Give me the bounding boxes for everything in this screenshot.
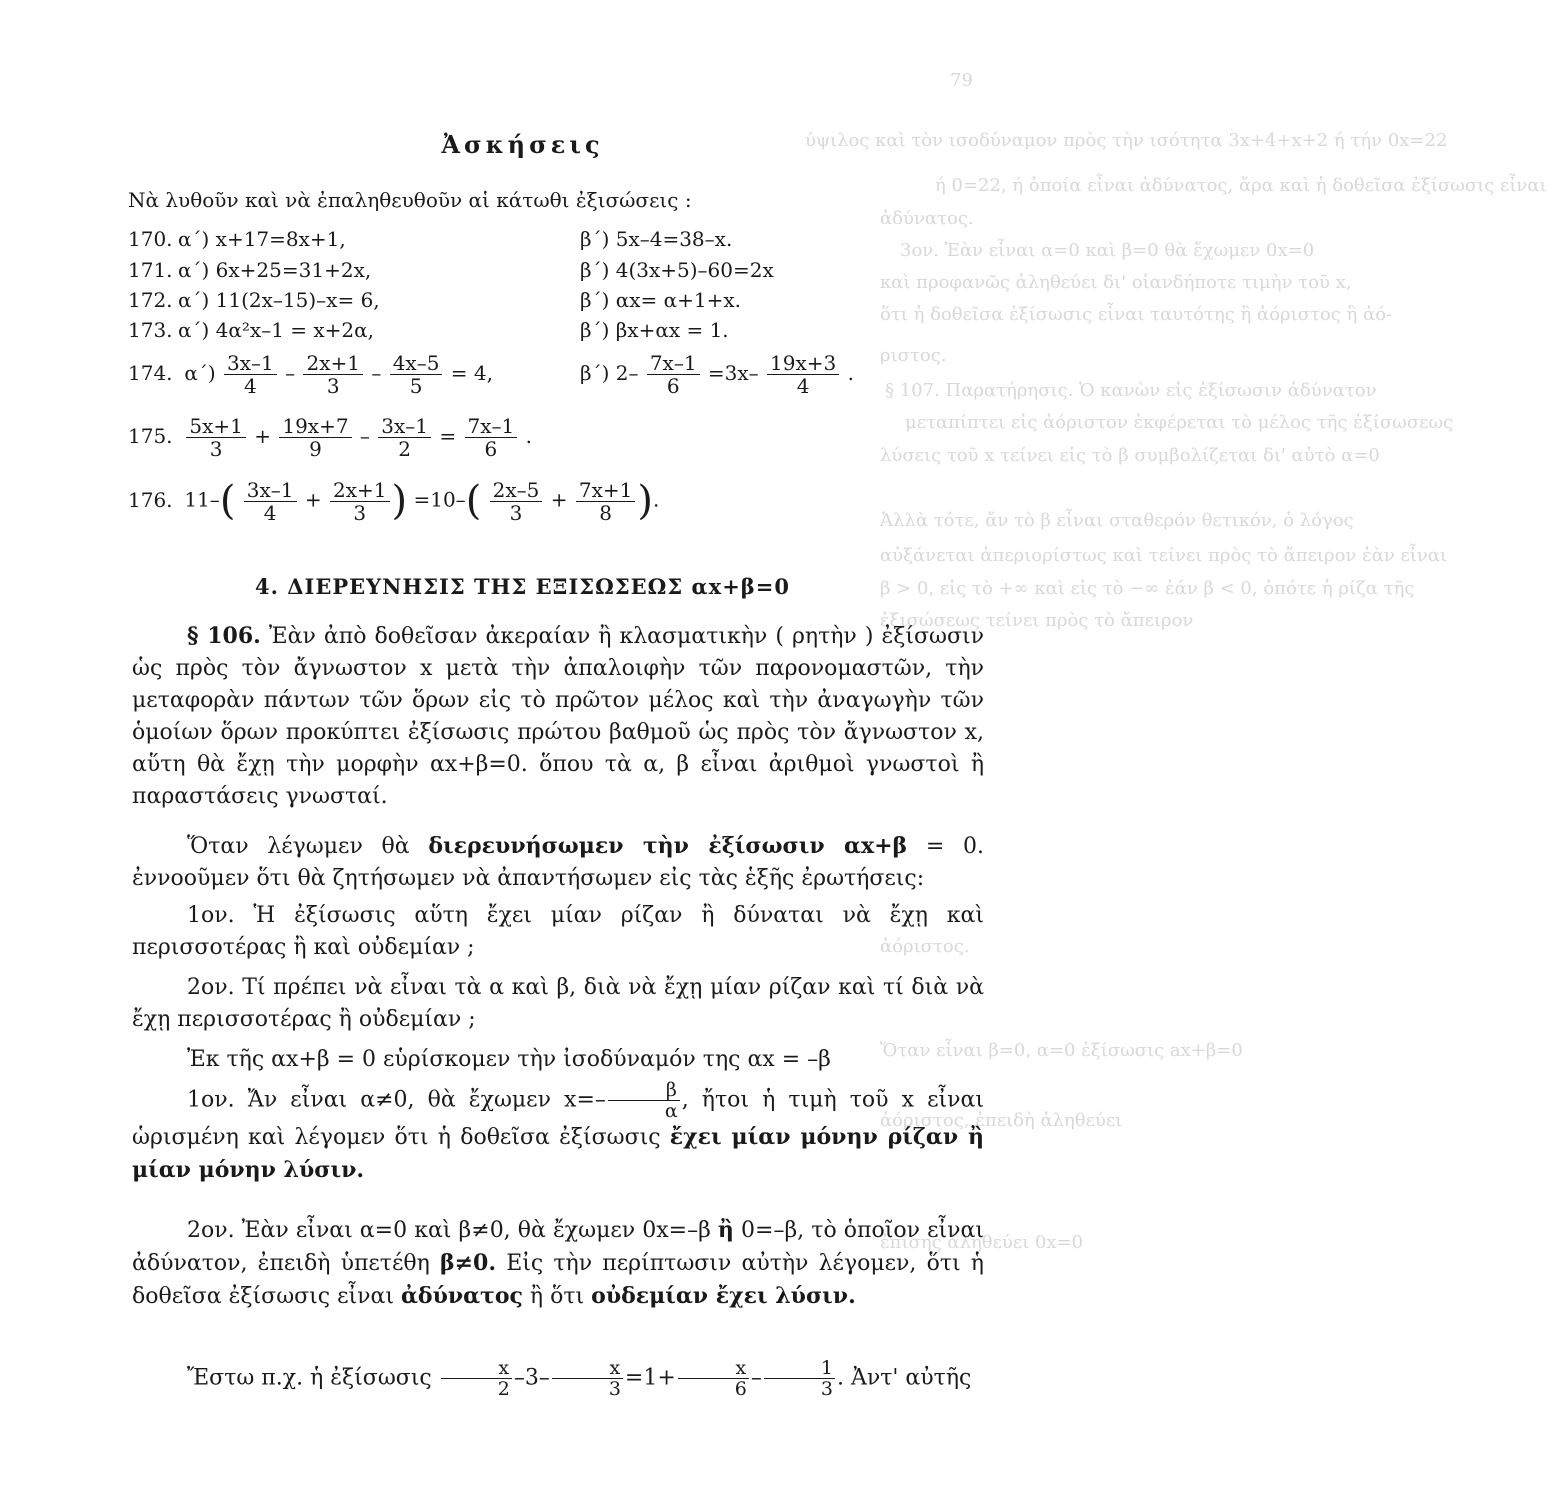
- fraction: [490, 479, 543, 524]
- open-paren: (: [465, 478, 482, 524]
- numerator: β: [608, 1080, 680, 1101]
- fraction: [303, 352, 363, 397]
- paragraph-ek: Ἐκ τῆς αx+β = 0 εὑρίσκομεν τὴν ἰσοδύναμόν της αx = –β: [187, 1047, 831, 1072]
- text: 2ον. Ἐὰν εἶναι α=0 καὶ β≠0, θὰ ἔχωμεν 0x=–β: [187, 1218, 711, 1243]
- paragraph-text: Ἐὰν ἀπὸ δοθεῖσαν ἀκεραίαν ἢ κλασματικὴν ( ρητὴν ) ἐξίσωσιν ὡς πρὸς τὸν ἄγνωστον x μετὰ τὴν ἀπαλοιφὴν τῶν παρονομαστῶν, τὴν μεταφορὰν πάντων τῶν ὅρων εἰς τὸ πρῶτον μέλος καὶ τὴν ἀναγωγὴν τῶν ὁμοίων ὅρων προκύπτει ἐξίσωσις πρώτου βαθμοῦ ὡς πρὸς τὸν ἄγνωστον x, αὕτη θὰ ἔχῃ τὴν μορφὴν αx+β=0. ὅπου τὰ α, β εἶναι ἀριθμοὶ γνωστοὶ ἢ παραστάσεις γνωσταί.: [132, 624, 985, 809]
- fraction: [552, 1358, 623, 1399]
- bleed-line: ἀόριστος.: [880, 936, 970, 957]
- denominator: 3: [353, 500, 367, 525]
- operator: –: [285, 361, 296, 385]
- bleed-line: ὅτι ἡ δοθεῖσα ἐξίσωσις εἶναι ταυτότης ἢ ἀόριστος ἢ ἀό-: [880, 304, 1393, 325]
- bleed-line: ἐξισώσεως τείνει πρὸς τὸ ἄπειρον: [880, 610, 1194, 631]
- numerator: 19x+7: [279, 415, 351, 438]
- bold-text: οὐδεμίαν ἔχει λύσιν.: [591, 1283, 856, 1309]
- fraction: [186, 415, 246, 460]
- period: .: [525, 424, 532, 448]
- part-label: β΄) 2–: [580, 361, 639, 385]
- numerator: 7x–1: [465, 415, 518, 438]
- numerator: 3x–1: [244, 479, 297, 502]
- denominator: 6: [666, 374, 680, 398]
- exercise-170-b: β΄) 5x–4=38–x.: [580, 227, 733, 251]
- bold-text: β≠0.: [439, 1250, 496, 1276]
- denominator: 9: [309, 437, 322, 461]
- exercise-172: [128, 288, 380, 312]
- text: Ἔστω π.χ. ἡ ἐξίσωσις: [187, 1365, 432, 1391]
- numerator: 2x–5: [490, 479, 543, 502]
- exercise-number: 171.: [128, 258, 173, 282]
- numerator: 7x–1: [647, 352, 700, 375]
- answer-2: [132, 1214, 1084, 1313]
- fraction: [767, 352, 839, 397]
- denominator: 3: [326, 374, 340, 398]
- fraction: [608, 1080, 680, 1121]
- question-1: 1ον. Ἡ ἐξίσωσις αὕτη ἔχει μίαν ρίζαν ἢ δύναται νὰ ἔχῃ καὶ περισσοτέρας ἢ καὶ οὐδεμίαν ;: [132, 903, 984, 960]
- operator: –: [371, 361, 382, 385]
- page-number: 79: [950, 70, 973, 91]
- exercise-number: 172.: [128, 288, 173, 312]
- exercise-172-b: β΄) αx= α+1+x.: [580, 288, 742, 312]
- text: . Ἀντ' αὐτῆς: [836, 1365, 972, 1391]
- close-paren: ): [391, 478, 408, 524]
- exercise-171-b: β΄) 4(3x+5)–60=2x: [580, 258, 774, 282]
- numerator: x: [552, 1358, 623, 1379]
- operator: +: [304, 487, 322, 512]
- fraction: [678, 1358, 749, 1399]
- text: 0=–β, τὸ ὁποῖον εἶναι ἀδύνατον, ἐπειδὴ ὑπετέθη: [132, 1218, 984, 1276]
- fraction: [465, 415, 518, 460]
- bleed-line: ἐπίσης ἀληθεύει 0x=0: [880, 1232, 1084, 1253]
- denominator: 4: [244, 374, 257, 398]
- paragraph-esto: [132, 1358, 984, 1399]
- denominator: 4: [263, 500, 277, 525]
- period: .: [652, 487, 660, 512]
- text: = 0. ἐννοοῦμεν ὅτι θὰ ζητήσωμεν νὰ ἀπαντήσωμεν εἰς τὰς ἑξῆς ἐρωτήσεις:: [132, 834, 984, 891]
- text: –3–: [513, 1365, 550, 1391]
- numerator: 3x–1: [224, 352, 277, 375]
- bleed-line: 3ον. Ἐὰν εἶναι α=0 καὶ β=0 θὰ ἔχωμεν 0x=0: [900, 240, 1315, 261]
- bleed-line: Ἀλλὰ τότε, ἄν τὸ β εἶναι σταθερόν θετικόν, ὁ λόγος: [880, 510, 1354, 531]
- equals: =3x–: [707, 361, 759, 385]
- text: 1ον. Ἄν εἶναι α≠0, θὰ ἔχωμεν x=–: [187, 1087, 606, 1113]
- text: ἢ ὅτι: [529, 1284, 585, 1309]
- numerator: 5x+1: [186, 415, 246, 438]
- denominator: 3: [608, 1378, 621, 1400]
- numerator: x: [441, 1358, 512, 1379]
- bleed-line: καὶ προφανῶς ἀληθεύει δι' οἱανδήποτε τιμὴν τοῦ x,: [880, 272, 1352, 293]
- period: .: [847, 361, 854, 385]
- exercise-170: [128, 227, 346, 251]
- operator: –: [359, 424, 370, 448]
- question-2: 2ον. Τί πρέπει νὰ εἶναι τὰ α καὶ β, διὰ νὰ ἔχῃ μίαν ρίζαν καὶ τί διὰ νὰ ἔχῃ περισσοτέρας ἢ οὐδεμίαν ;: [132, 975, 984, 1032]
- exercise-number: 175.: [128, 424, 173, 448]
- exercise-173: [128, 318, 374, 342]
- bleed-line: ριστος.: [880, 345, 947, 366]
- open-paren: (: [219, 478, 236, 524]
- section-title: 4. ΔΙΕΡΕΥΝΗΣΙΣ ΤΗΣ ΕΞΙΣΩΣΕΩΣ αx+β=0: [255, 574, 790, 599]
- fraction: [279, 415, 351, 460]
- paragraph-106: [132, 620, 984, 813]
- exercise-176: [128, 478, 659, 524]
- paragraph-otan: [132, 830, 984, 895]
- bleed-line: ύψιλος καὶ τὸν ισοδύναμον πρὸς τὴν ισότητα 3x+4+x+2 ή τήν 0x=22: [805, 130, 1448, 151]
- equals: = 4,: [450, 361, 493, 385]
- fraction: [244, 479, 297, 524]
- text: Ὅταν λέγωμεν θὰ: [187, 834, 410, 859]
- text: =1+: [624, 1365, 676, 1391]
- exercises-title: Ἀσκήσεις: [441, 130, 604, 159]
- denominator: α: [664, 1100, 678, 1122]
- denominator: 4: [796, 374, 810, 398]
- fraction: [441, 1358, 512, 1399]
- exercises-instruction: Νὰ λυθοῦν καὶ νὰ ἐπαληθευθοῦν αἱ κάτωθι ἐξισώσεις :: [128, 188, 692, 212]
- fraction: [647, 352, 700, 397]
- exercise-number: 170.: [128, 227, 173, 251]
- numerator: 1: [764, 1358, 835, 1379]
- fraction: [764, 1358, 835, 1399]
- denominator: 8: [599, 500, 612, 525]
- close-paren: ): [637, 478, 653, 524]
- text: , ἤτοι ἡ τιμὴ τοῦ x εἶναι ὡρισμένη καὶ λέγομεν ὅτι ἡ δοθεῖσα ἐξίσωσις: [132, 1087, 984, 1150]
- operator: +: [550, 487, 568, 512]
- denominator: 5: [409, 374, 423, 398]
- fraction: [378, 415, 431, 460]
- bold-text: διερευνήσωμεν τὴν ἐξίσωσιν αx+β: [428, 833, 908, 859]
- bleed-line: ή 0=22, ή ὁποία εἶναι ἀδύνατος, ἄρα καὶ ἡ δοθεῖσα ἐξίσωσις εἶναι: [935, 175, 1547, 196]
- denominator: 3: [820, 1378, 833, 1400]
- exercise-174: [128, 352, 493, 397]
- exercise-175: [128, 415, 532, 460]
- operator: +: [254, 424, 271, 448]
- bold-text: ἢ: [717, 1217, 734, 1243]
- fraction: [576, 479, 636, 524]
- exercise-number: 174.: [128, 361, 173, 385]
- denominator: 6: [484, 437, 498, 461]
- fraction: [224, 352, 277, 397]
- exercise-173-b: β΄) βx+αx = 1.: [580, 318, 729, 342]
- bold-text: ἀδύνατος: [400, 1283, 523, 1309]
- denominator: 6: [734, 1378, 747, 1400]
- bleed-line: § 107. Παρατήρησις. Ὁ κανὼν εἰς ἐξίσωσιν ἀδύνατον: [885, 380, 1377, 401]
- equals: =: [439, 424, 457, 448]
- numerator: 7x+1: [576, 479, 636, 502]
- bleed-line: ἀδύνατος.: [880, 208, 974, 229]
- numerator: 2x+1: [330, 479, 390, 502]
- bleed-line: ἀόριστος, ἐπειδὴ ἀληθεύει: [880, 1110, 1123, 1131]
- numerator: 4x–5: [390, 352, 443, 375]
- prefix: 11–: [184, 487, 220, 512]
- exercise-number: 176.: [128, 487, 173, 512]
- bleed-line: λύσεις τοῦ x τείνει εἰς τὸ β συμβολίζεται δι' αὐτὸ α=0: [880, 445, 1380, 466]
- exercise-part-a: α΄) 4α²x–1 = x+2α,: [178, 318, 375, 342]
- numerator: 19x+3: [767, 352, 839, 375]
- exercise-171: [128, 258, 371, 282]
- exercise-174-b: [580, 352, 854, 397]
- fraction: [390, 352, 443, 397]
- fraction: [330, 479, 390, 524]
- exercise-part-a: α΄) x+17=8x+1,: [178, 227, 346, 251]
- denominator: 2: [398, 437, 412, 461]
- middle: =10–: [413, 487, 466, 512]
- part-label: α΄): [184, 361, 216, 385]
- denominator: 3: [509, 500, 523, 525]
- denominator: 2: [497, 1378, 510, 1400]
- text: –: [750, 1365, 762, 1391]
- denominator: 3: [209, 437, 223, 461]
- numerator: 3x–1: [378, 415, 431, 438]
- bleed-line: β > 0, εἰς τὸ +∞ καὶ εἰς τὸ −∞ ἐάν β < 0, ὁπότε ἡ ρίζα τῆς: [880, 578, 1415, 599]
- exercise-part-a: α΄) 6x+25=31+2x,: [178, 258, 372, 282]
- bleed-line: Ὅταν εἶναι β=0, α=0 ἐξίσωσις ax+β=0: [880, 1040, 1243, 1061]
- numerator: 2x+1: [303, 352, 363, 375]
- exercise-part-a: α΄) 11(2x–15)–x= 6,: [178, 288, 380, 312]
- text: Εἰς τὴν περίπτωσιν αὐτὴν λέγομεν, ὅτι ἡ δοθεῖσα ἐξίσωσις εἶναι: [132, 1251, 984, 1309]
- section-label: § 106.: [187, 623, 261, 649]
- bold-text: ἔχει μίαν μόνην ρίζαν ἢ μίαν μόνην λύσιν.: [132, 1124, 985, 1183]
- exercise-number: 173.: [128, 318, 173, 342]
- numerator: x: [678, 1358, 749, 1379]
- bleed-line: μεταπίπτει εἰς ἀόριστον ἐκφέρεται τὸ μέλος τῆς ἐξίσωσεως: [905, 412, 1454, 433]
- bleed-line: αὐξάνεται ἀπεριορίστως καὶ τείνει πρὸς τὸ ἄπειρον ἐὰν εἶναι: [880, 545, 1448, 566]
